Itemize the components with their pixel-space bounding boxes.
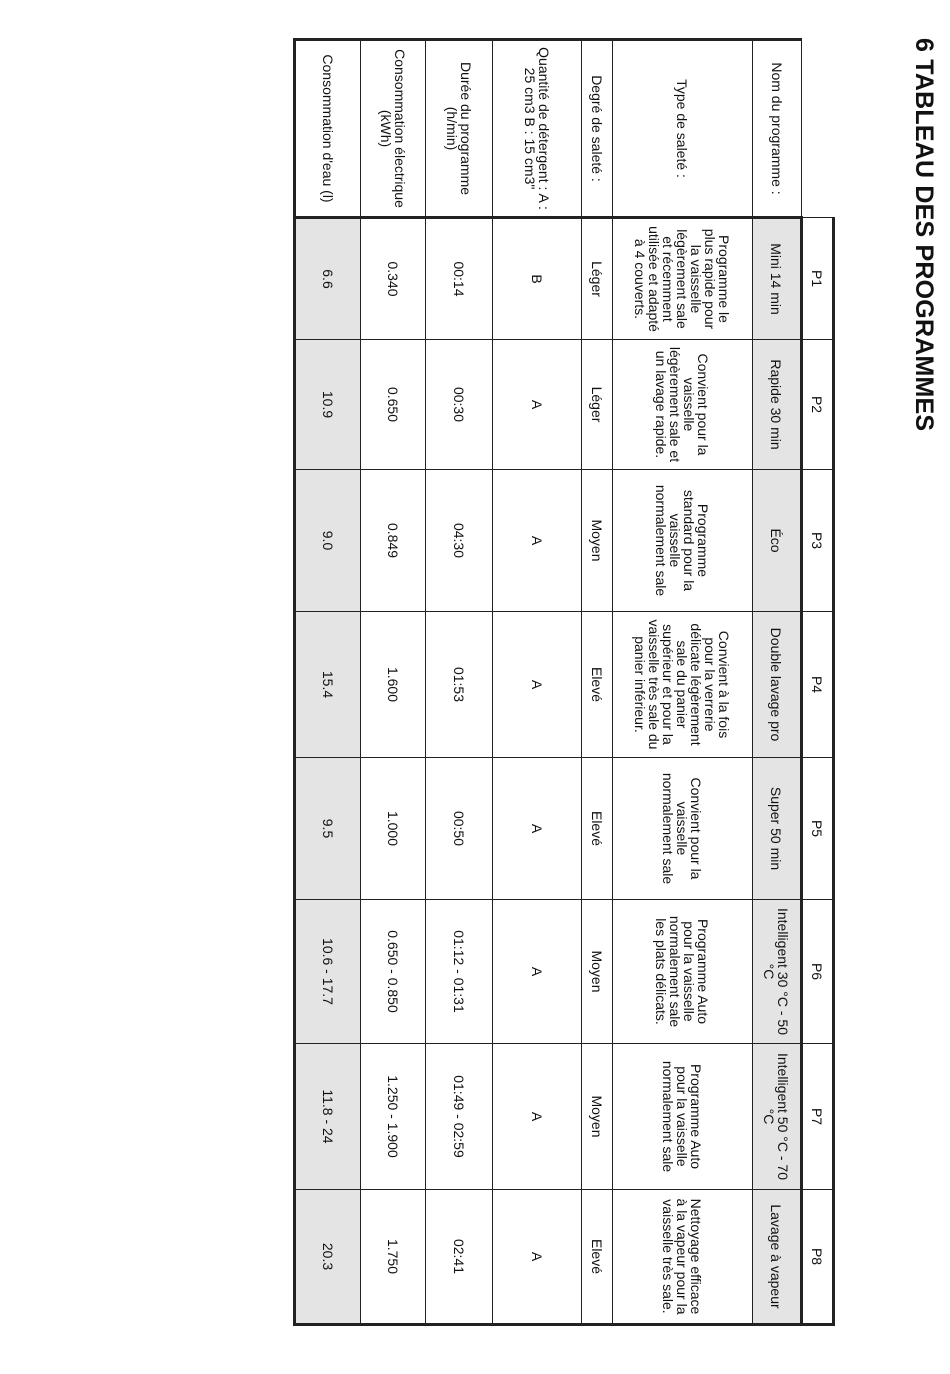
- water-row: [295, 40, 361, 1325]
- table-cell: Convient pour la vaisselle légèrement sale et un lavage rapide.: [613, 340, 753, 470]
- table-cell: A: [493, 900, 582, 1044]
- row-label: Quantité de détergent : A : 25 cm3 B : 15 cm3": [493, 40, 582, 218]
- column-header: P4: [802, 612, 834, 758]
- table-cell: 0.340: [361, 218, 426, 340]
- table-cell: Programme Auto pour la vaisselle normalement sale les plats délicats.: [613, 900, 753, 1044]
- column-header: P7: [802, 1044, 834, 1190]
- table-cell: Convient à la fois pour la verrerie délicate légèrement sale du panier supérieur et pour la vaisselle très sale du panier inférieur.: [613, 612, 753, 758]
- name-row: [753, 40, 802, 1325]
- energy-row: [361, 40, 426, 1325]
- column-header: P1: [802, 218, 834, 340]
- column-header: P5: [802, 758, 834, 900]
- table-cell: Super 50 min: [753, 758, 802, 900]
- corner-cell: [802, 40, 834, 218]
- table-cell: 00:14: [426, 218, 493, 340]
- table-cell: 11.8 - 24: [295, 1044, 361, 1190]
- table-cell: Nettoyage efficace à la vapeur pour la vaisselle très sale.: [613, 1190, 753, 1325]
- table-cell: 1.250 - 1.900: [361, 1044, 426, 1190]
- column-header: P2: [802, 340, 834, 470]
- table-cell: Double lavage pro: [753, 612, 802, 758]
- column-header: P8: [802, 1190, 834, 1325]
- row-label: Nom du programme :: [753, 40, 802, 218]
- column-header: P3: [802, 470, 834, 612]
- table-cell: 04:30: [426, 470, 493, 612]
- table-cell: 1.750: [361, 1190, 426, 1325]
- table-cell: 0.650 - 0.850: [361, 900, 426, 1044]
- table-cell: 6.6: [295, 218, 361, 340]
- table-cell: Programme standard pour la vaisselle normalement sale: [613, 470, 753, 612]
- page-title: 6 TABLEAU DES PROGRAMMES: [910, 38, 938, 432]
- table-cell: Léger: [582, 218, 613, 340]
- row-label: Degré de saleté :: [582, 40, 613, 218]
- table-cell: Intelligent 50 °C - 70 °C: [753, 1044, 802, 1190]
- row-label: Consommation d'eau (l): [295, 40, 361, 218]
- soil-row: [582, 40, 613, 1325]
- table-cell: A: [493, 612, 582, 758]
- type-row: [613, 40, 753, 1325]
- header-row: [802, 40, 834, 1325]
- table-cell: Mini 14 min: [753, 218, 802, 340]
- table-cell: B: [493, 218, 582, 340]
- table-cell: 02:41: [426, 1190, 493, 1325]
- table-cell: Intelligent 30 °C - 50 °C: [753, 900, 802, 1044]
- table-cell: Rapide 30 min: [753, 340, 802, 470]
- table-cell: A: [493, 1190, 582, 1325]
- table-cell: A: [493, 340, 582, 470]
- table-cell: A: [493, 470, 582, 612]
- table-cell: 0.650: [361, 340, 426, 470]
- table-cell: Elevé: [582, 612, 613, 758]
- table-cell: 1.600: [361, 612, 426, 758]
- table-cell: 01:49 - 02:59: [426, 1044, 493, 1190]
- row-label: Durée du programme (h/min): [426, 40, 493, 218]
- table-cell: Elevé: [582, 758, 613, 900]
- table-cell: A: [493, 1044, 582, 1190]
- table-cell: A: [493, 758, 582, 900]
- table-cell: Programme Auto pour la vaisselle normalement sale: [613, 1044, 753, 1190]
- table-cell: Moyen: [582, 1044, 613, 1190]
- duration-row: [426, 40, 493, 1325]
- table-cell: Moyen: [582, 900, 613, 1044]
- table-cell: Moyen: [582, 470, 613, 612]
- table-cell: 15.4: [295, 612, 361, 758]
- row-label: Consommation électrique (kWh): [361, 40, 426, 218]
- column-header: P6: [802, 900, 834, 1044]
- table-cell: 0.849: [361, 470, 426, 612]
- table-cell: Éco: [753, 470, 802, 612]
- table-cell: 1.000: [361, 758, 426, 900]
- table-cell: 01:53: [426, 612, 493, 758]
- table-cell: Lavage à vapeur: [753, 1190, 802, 1325]
- table-cell: 00:50: [426, 758, 493, 900]
- table-cell: 20.3: [295, 1190, 361, 1325]
- table-cell: 00:30: [426, 340, 493, 470]
- table-cell: 10.6 - 17.7: [295, 900, 361, 1044]
- detergent-row: [493, 40, 582, 1325]
- table-cell: Elevé: [582, 1190, 613, 1325]
- table-cell: Léger: [582, 340, 613, 470]
- row-label: Type de saleté :: [613, 40, 753, 218]
- table-cell: 9.5: [295, 758, 361, 900]
- table-cell: 01:12 - 01:31: [426, 900, 493, 1044]
- table-cell: 10.9: [295, 340, 361, 470]
- programme-table: [293, 38, 835, 1326]
- table-cell: Convient pour la vaisselle normalement sale: [613, 758, 753, 900]
- table-cell: 9.0: [295, 470, 361, 612]
- table-cell: Programme le plus rapide pour la vaisselle légèrement sale et récemment utilisée et adapté à 4 couverts.: [613, 218, 753, 340]
